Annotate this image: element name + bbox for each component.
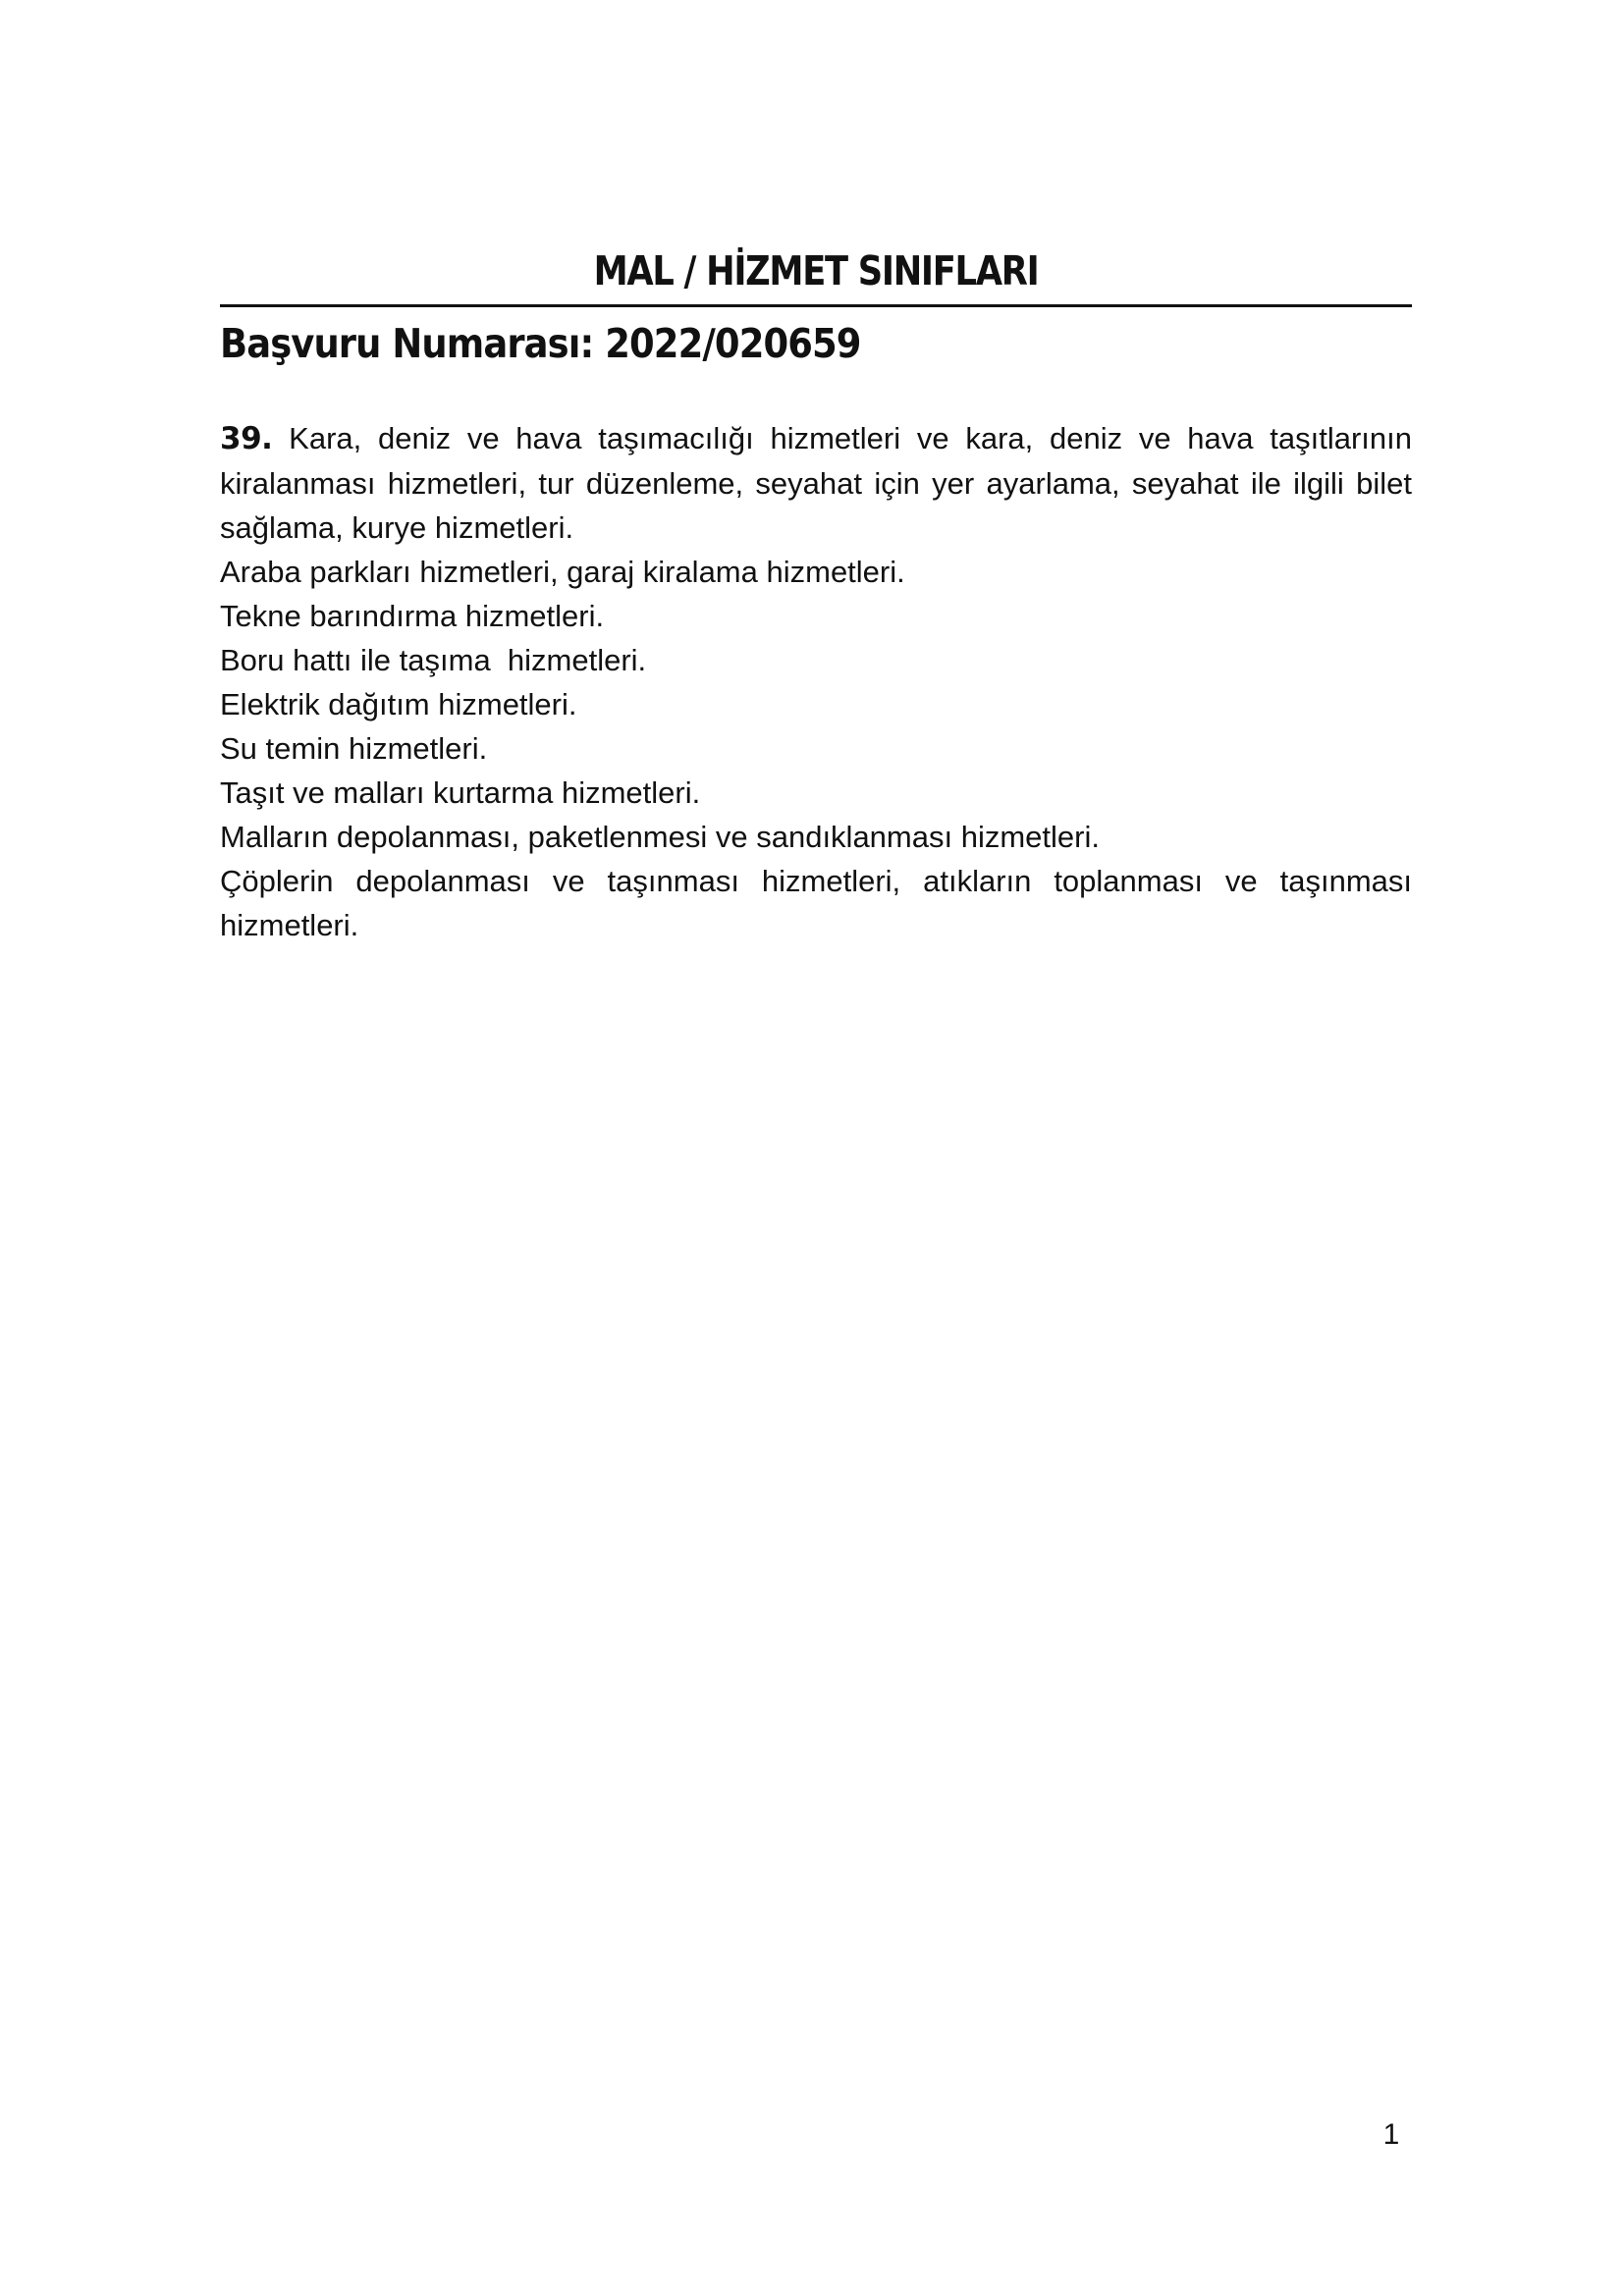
class-item: Su temin hizmetleri. — [220, 731, 488, 766]
class-39-description — [220, 416, 1412, 550]
class-item: Boru hattı ile taşıma hizmetleri. — [220, 643, 647, 677]
class-item: Elektrik dağıtım hizmetleri. — [220, 687, 577, 721]
document-title: MAL / HİZMET SINIFLARI — [593, 247, 1039, 294]
title-divider — [220, 304, 1412, 307]
class-list — [220, 416, 1412, 947]
class-number: 39. — [220, 421, 273, 456]
class-item: Tekne barındırma hizmetleri. — [220, 599, 605, 633]
class-description-text: Kara, deniz ve hava taşımacılığı hizmetleri ve kara, deniz ve hava taşıtlarının kiralanması hizmetleri, tur düzenleme, seyahat için yer ayarlama, seyahat ile ilgili bilet sağlama, kurye hizmetleri. — [220, 421, 1412, 545]
class-item: Araba parkları hizmetleri, garaj kiralama hizmetleri. — [220, 555, 905, 589]
class-item: Taşıt ve malları kurtarma hizmetleri. — [220, 775, 701, 810]
application-number: Başvuru Numarası: 2022/020659 — [220, 320, 861, 367]
class-item: Çöplerin depolanması ve taşınması hizmetleri, atıkların toplanması ve taşınması hizmetleri. — [220, 864, 1412, 942]
page-number: 1 — [1382, 2118, 1400, 2151]
class-item: Malların depolanması, paketlenmesi ve sandıklanması hizmetleri. — [220, 820, 1100, 854]
